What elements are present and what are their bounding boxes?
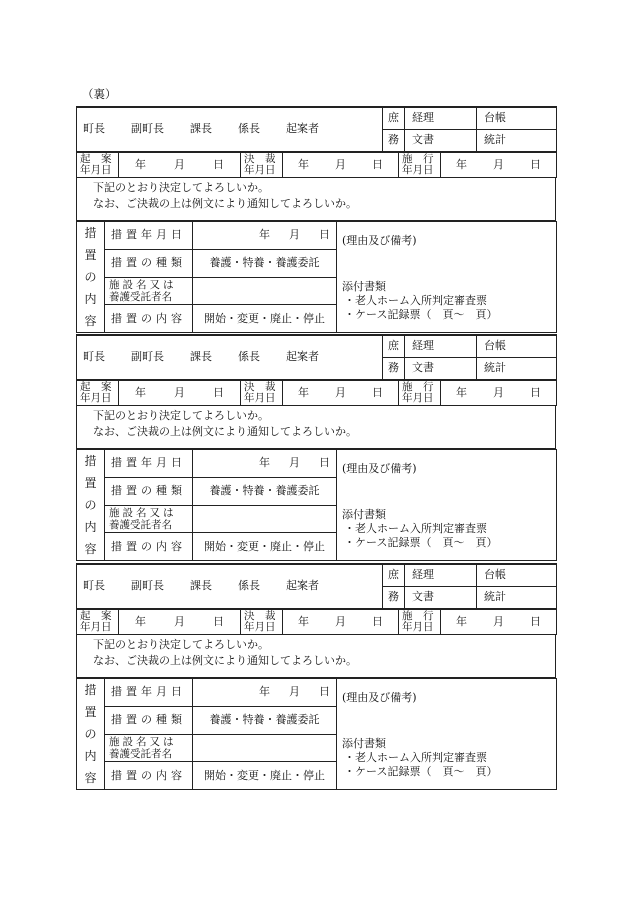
- approver-section-chief: 課長: [190, 350, 212, 364]
- attachments-title: 添付書類: [342, 737, 386, 750]
- shomu-label-top: 庶: [383, 107, 405, 130]
- bunsho-cell: 文書: [405, 587, 477, 609]
- daicho-cell: 台帳: [477, 564, 557, 587]
- attachment-item: ・老人ホーム入所判定審査票: [344, 522, 487, 535]
- keiri-cell: 経理: [405, 564, 477, 587]
- approver-subsection-chief: 係長: [238, 579, 260, 593]
- shomu-label-bottom: 務: [383, 358, 405, 380]
- date-table: [76, 152, 557, 178]
- approval-table: [76, 334, 557, 380]
- approver-section-chief: 課長: [190, 579, 212, 593]
- remarks-cell: [337, 222, 557, 333]
- measure-date-value: 年 月 日: [193, 450, 337, 478]
- approver-section-chief: 課長: [190, 122, 212, 136]
- bunsho-cell: 文書: [405, 358, 477, 380]
- approval-table: [76, 106, 557, 152]
- keiri-cell: 経理: [405, 107, 477, 130]
- measure-type-label: 措置の種類: [105, 706, 193, 734]
- kessai-date-label: 決 裁 年月日: [241, 381, 283, 406]
- measure-table: [76, 678, 557, 790]
- shomu-label-bottom: 務: [383, 587, 405, 609]
- facility-name-value: [193, 734, 337, 762]
- approver-row: [77, 564, 383, 609]
- measure-type-value: 養護・特養・養護委託: [193, 706, 337, 734]
- facility-name-label: 施設名又は 養護受託者名: [105, 277, 193, 305]
- back-side-label: （裏）: [82, 87, 117, 101]
- bunsho-cell: 文書: [405, 130, 477, 152]
- approver-mayor: 町長: [83, 350, 105, 364]
- measure-type-value: 養護・特養・養護委託: [193, 249, 337, 277]
- kian-date-value: 年 月 日: [119, 381, 241, 406]
- measure-date-value: 年 月 日: [193, 222, 337, 250]
- decision-form-block: [76, 106, 556, 333]
- kian-date-label: 起 案 年月日: [77, 381, 119, 406]
- facility-name-value: [193, 505, 337, 533]
- approver-drafter: 起案者: [286, 122, 319, 136]
- kessai-date-value: 年 月 日: [283, 381, 399, 406]
- measure-vertical-label: 措 置 の 内 容: [77, 222, 105, 333]
- measure-content-label: 措置の内容: [105, 305, 193, 333]
- measure-type-label: 措置の種類: [105, 249, 193, 277]
- shomu-label-bottom: 務: [383, 130, 405, 152]
- kian-date-label: 起 案 年月日: [77, 610, 119, 635]
- measure-vertical-label: 措 置 の 内 容: [77, 450, 105, 561]
- keiri-cell: 経理: [405, 335, 477, 358]
- daicho-cell: 台帳: [477, 107, 557, 130]
- kian-date-value: 年 月 日: [119, 153, 241, 178]
- tokei-cell: 統計: [477, 130, 557, 152]
- shiko-date-value: 年 月 日: [441, 610, 557, 635]
- measure-date-label: 措置年月日: [105, 450, 193, 478]
- kian-date-label: 起 案 年月日: [77, 153, 119, 178]
- tokei-cell: 統計: [477, 587, 557, 609]
- measure-content-label: 措置の内容: [105, 762, 193, 790]
- shiko-date-label: 施 行 年月日: [399, 153, 441, 178]
- attachments-title: 添付書類: [342, 508, 386, 521]
- date-table: [76, 380, 557, 406]
- remarks-cell: [337, 450, 557, 561]
- shiko-date-label: 施 行 年月日: [399, 610, 441, 635]
- shiko-date-value: 年 月 日: [441, 153, 557, 178]
- remarks-cell: [337, 679, 557, 790]
- attachment-item: ・ケース記録票（ 頁～ 頁）: [344, 308, 498, 321]
- shiko-date-value: 年 月 日: [441, 381, 557, 406]
- kessai-date-value: 年 月 日: [283, 610, 399, 635]
- measure-content-value: 開始・変更・廃止・停止: [193, 762, 337, 790]
- approver-mayor: 町長: [83, 579, 105, 593]
- daicho-cell: 台帳: [477, 335, 557, 358]
- measure-date-value: 年 月 日: [193, 679, 337, 707]
- measure-date-label: 措置年月日: [105, 222, 193, 250]
- approver-deputy-mayor: 副町長: [131, 579, 164, 593]
- approver-mayor: 町長: [83, 122, 105, 136]
- approver-row: [77, 107, 383, 152]
- shiko-date-label: 施 行 年月日: [399, 381, 441, 406]
- approval-table: [76, 563, 557, 609]
- approver-deputy-mayor: 副町長: [131, 350, 164, 364]
- attachment-item: ・ケース記録票（ 頁～ 頁）: [344, 765, 498, 778]
- measure-vertical-label: 措 置 の 内 容: [77, 679, 105, 790]
- decision-form-block: [76, 334, 556, 561]
- tokei-cell: 統計: [477, 358, 557, 380]
- remarks-title: (理由及び備考): [342, 462, 417, 475]
- measure-content-value: 開始・変更・廃止・停止: [193, 305, 337, 333]
- shomu-label-top: 庶: [383, 335, 405, 358]
- remarks-title: (理由及び備考): [342, 691, 417, 704]
- facility-name-value: [193, 277, 337, 305]
- measure-type-value: 養護・特養・養護委託: [193, 477, 337, 505]
- measure-content-label: 措置の内容: [105, 533, 193, 561]
- approver-subsection-chief: 係長: [238, 122, 260, 136]
- approver-drafter: 起案者: [286, 579, 319, 593]
- attachment-item: ・老人ホーム入所判定審査票: [344, 751, 487, 764]
- approver-drafter: 起案者: [286, 350, 319, 364]
- remarks-title: (理由及び備考): [342, 234, 417, 247]
- decision-form-block: [76, 563, 556, 790]
- attachment-item: ・ケース記録票（ 頁～ 頁）: [344, 536, 498, 549]
- instruction-text: 下記のとおり決定してよろしいか。 なお、ご決裁の上は例文により通知してよろしいか。: [76, 406, 556, 449]
- measure-table: [76, 221, 557, 333]
- facility-name-label: 施設名又は 養護受託者名: [105, 734, 193, 762]
- kessai-date-label: 決 裁 年月日: [241, 610, 283, 635]
- instruction-text: 下記のとおり決定してよろしいか。 なお、ご決裁の上は例文により通知してよろしいか。: [76, 178, 556, 221]
- shomu-label-top: 庶: [383, 564, 405, 587]
- attachments-title: 添付書類: [342, 280, 386, 293]
- approver-row: [77, 335, 383, 380]
- approver-deputy-mayor: 副町長: [131, 122, 164, 136]
- date-table: [76, 609, 557, 635]
- kessai-date-label: 決 裁 年月日: [241, 153, 283, 178]
- attachment-item: ・老人ホーム入所判定審査票: [344, 294, 487, 307]
- facility-name-label: 施設名又は 養護受託者名: [105, 505, 193, 533]
- measure-content-value: 開始・変更・廃止・停止: [193, 533, 337, 561]
- kessai-date-value: 年 月 日: [283, 153, 399, 178]
- instruction-text: 下記のとおり決定してよろしいか。 なお、ご決裁の上は例文により通知してよろしいか。: [76, 635, 556, 678]
- measure-date-label: 措置年月日: [105, 679, 193, 707]
- measure-table: [76, 449, 557, 561]
- approver-subsection-chief: 係長: [238, 350, 260, 364]
- measure-type-label: 措置の種類: [105, 477, 193, 505]
- kian-date-value: 年 月 日: [119, 610, 241, 635]
